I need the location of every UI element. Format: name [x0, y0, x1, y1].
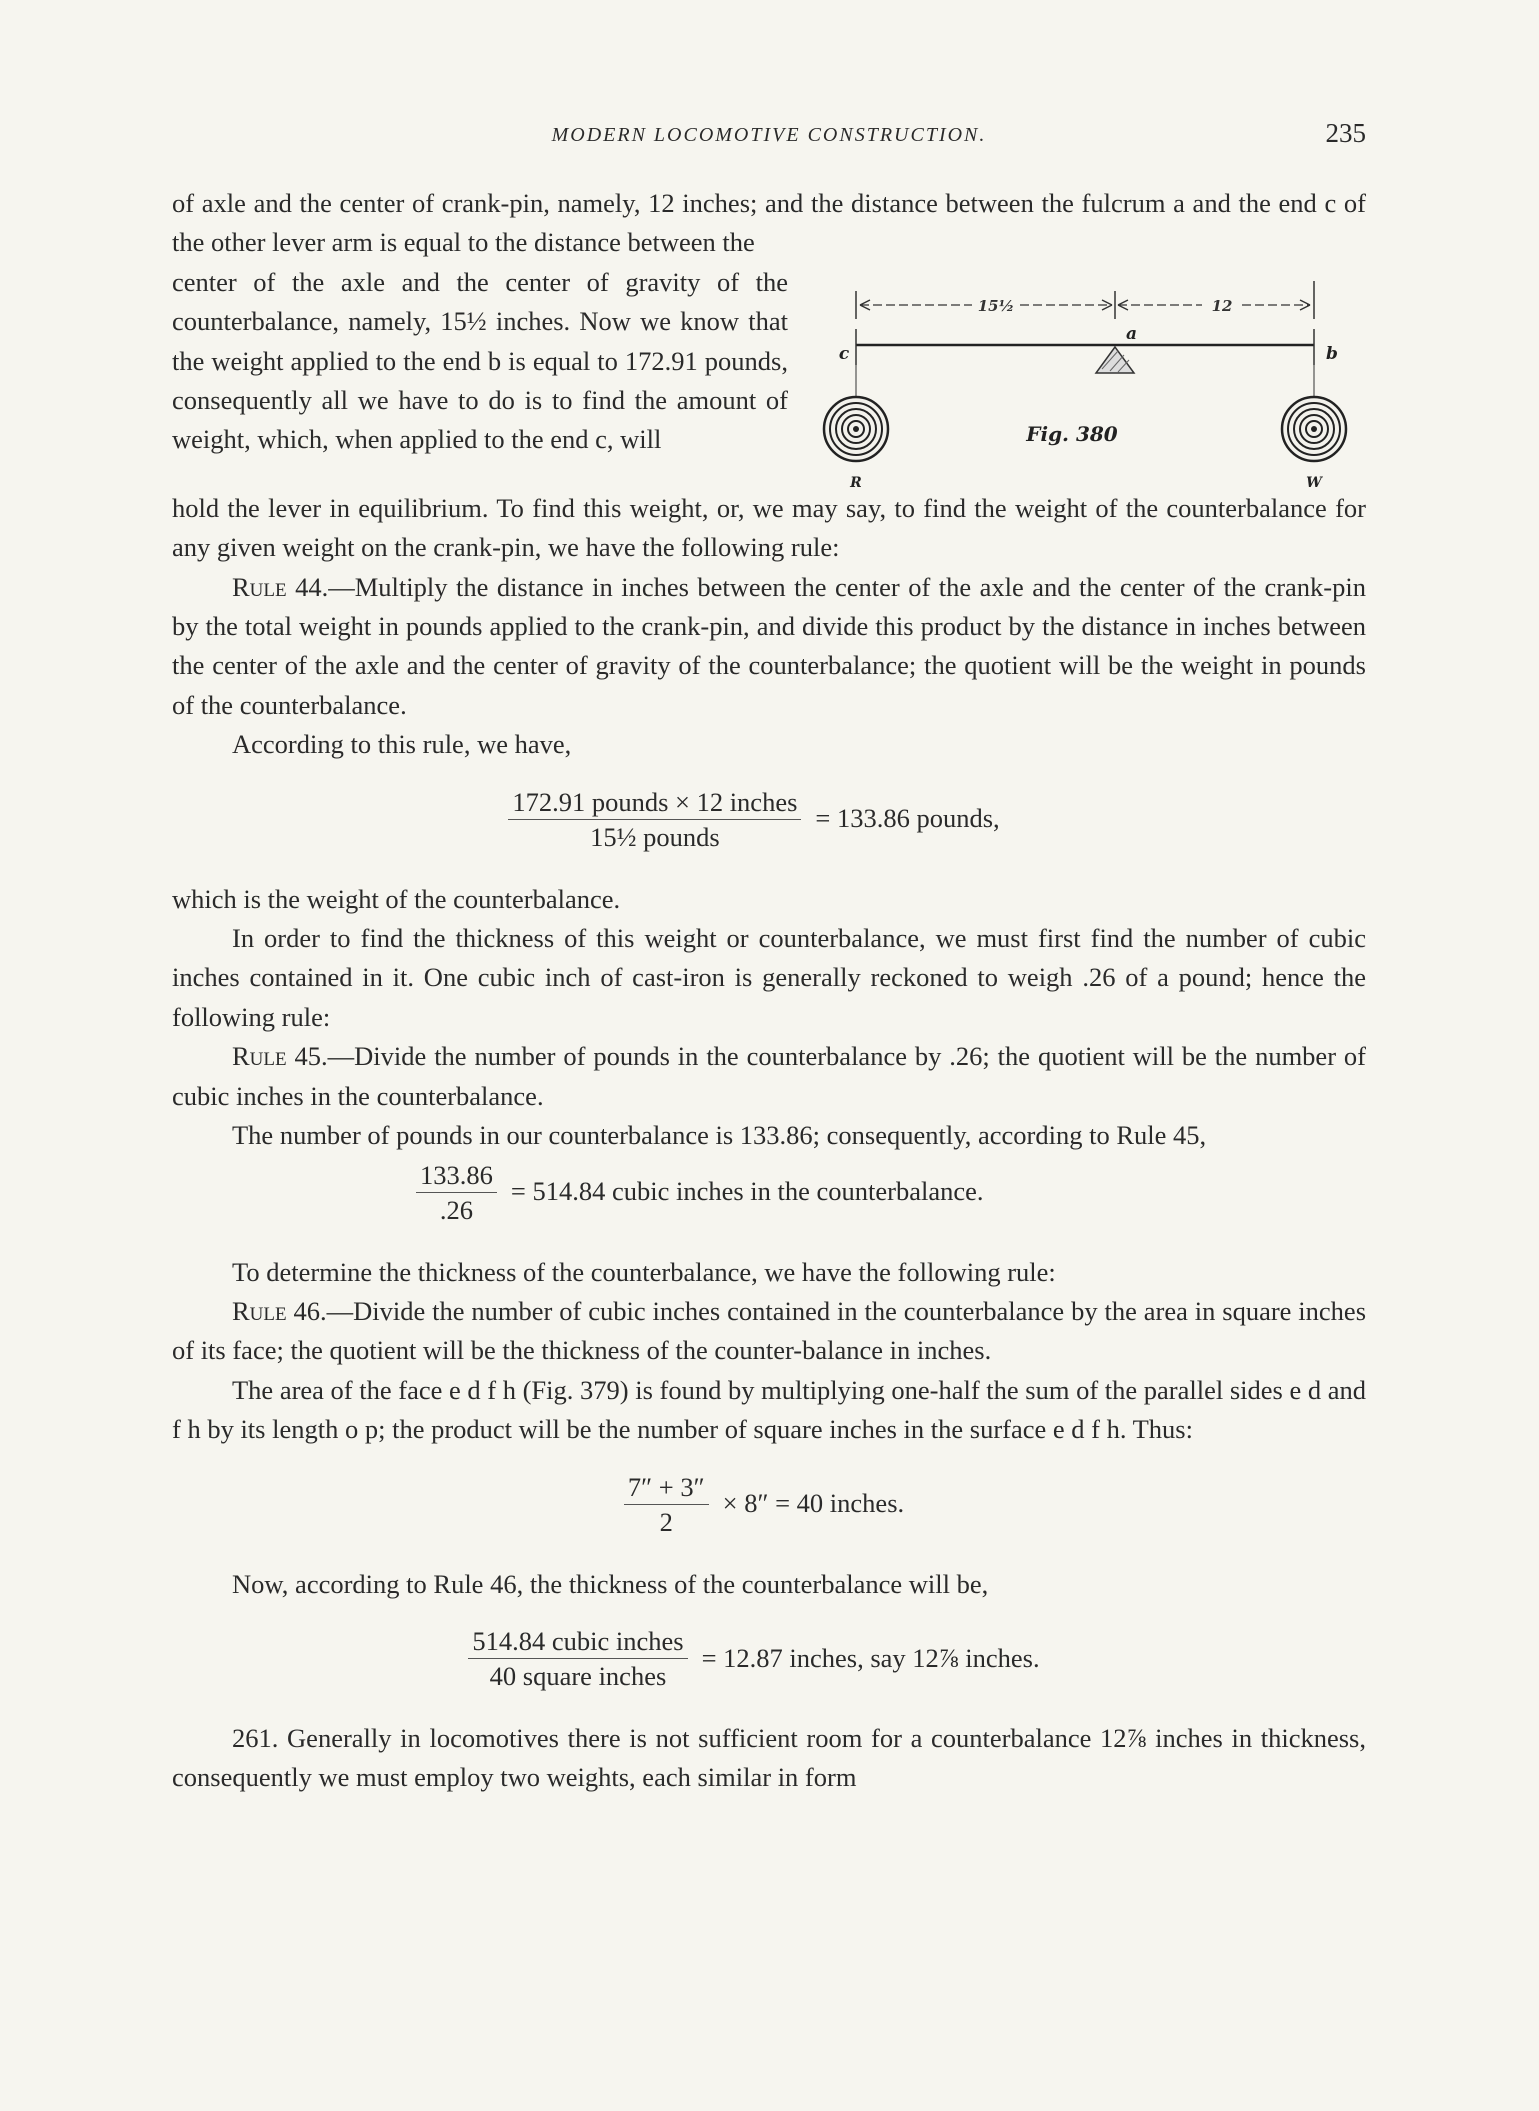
running-head	[172, 118, 1366, 158]
paragraph-which-is: which is the weight of the counterbalance.	[172, 883, 621, 914]
paragraph-to-determine: To determine the thickness of the counterbalance, we have the following rule:	[232, 1256, 1056, 1287]
figure-caption: Fig. 380	[1026, 421, 1118, 446]
running-title: MODERN LOCOMOTIVE CONSTRUCTION.	[551, 124, 987, 146]
equation-result: = 12.87 inches, say 12⅞ inches.	[701, 1642, 1040, 1673]
numerator: 7″ + 3″	[624, 1470, 709, 1505]
denominator: 2	[659, 1506, 673, 1537]
rule-46-label: Rule 46.	[232, 1295, 327, 1326]
rule-45-text: —Divide the number of pounds in the counterbalance by .26; the quotient will be the number of cubic inches in the counterbalance.	[172, 1041, 1367, 1111]
page-number: 235	[1325, 118, 1366, 148]
label-b: b	[1326, 343, 1338, 364]
fulcrum-triangle	[1096, 347, 1134, 373]
fraction	[468, 1624, 687, 1693]
dimension-left-label: 15½	[977, 296, 1015, 315]
denominator: 15½ pounds	[590, 821, 720, 852]
paragraph-now-according: Now, according to Rule 46, the thickness of the counterbalance will be,	[232, 1568, 989, 1599]
figure-380	[822, 269, 1366, 489]
rule-46	[172, 1292, 1366, 1371]
equation-area	[162, 1470, 1366, 1539]
label-w: W	[1306, 474, 1322, 489]
rule-45	[172, 1037, 1366, 1116]
paragraph-beside-figure: center of the axle and the center of gravity of the counterbalance, namely, 15½ inches. Now we know that the weight applied to the end b is equal to 172.91 pounds, consequently all we have to do is to find the amount of weight, which, when applied to the end c, will	[172, 266, 788, 455]
numerator: 514.84 cubic inches	[468, 1624, 687, 1659]
numerator: 172.91 pounds × 12 inches	[508, 785, 801, 820]
label-c: c	[838, 343, 850, 364]
lever-diagram	[822, 269, 1366, 489]
denominator: 40 square inches	[489, 1660, 667, 1691]
equation-result: = 133.86 pounds,	[815, 803, 1000, 834]
equation-thickness	[142, 1624, 1366, 1693]
label-r: R	[850, 474, 862, 489]
weight-r	[824, 397, 888, 461]
fraction	[508, 785, 801, 854]
numerator: 133.86	[416, 1158, 497, 1193]
rule-45-label: Rule 45.	[232, 1041, 328, 1072]
equation-cubic-inches	[416, 1158, 1366, 1227]
dimension-right-label: 12	[1211, 296, 1233, 315]
equation-result: × 8″ = 40 inches.	[722, 1488, 905, 1519]
rule-44-text: —Multiply the distance in inches between the center of the axle and the center of the crank-pin by the total weight in pounds applied to the crank-pin, and divide this product by the distance in inches between the center of the axle and the center of gravity of the counterbalance; the quotient will be the weight in pounds of the counterbalance.	[172, 571, 1366, 720]
rule-46-text: —Divide the number of cubic inches contained in the counterbalance by the area in square inches of its face; the quotient will be the thickness of the counter-balance in inches.	[172, 1295, 1367, 1366]
paragraph-in-order: In order to find the thickness of this weight or counterbalance, we must first find the number of cubic inches contained in it. One cubic inch of cast-iron is generally reckoned to weigh .26 of a pound; hence the following rule:	[172, 923, 1366, 1032]
label-a: a	[1126, 323, 1138, 344]
paragraph-after-figure: hold the lever in equilibrium. To find this weight, or, we may say, to find the weight of the counterbalance for any given weight on the crank-pin, we have the following rule:	[172, 492, 1366, 563]
paragraph-area-of-face: The area of the face e d f h (Fig. 379) is found by multiplying one-half the sum of the parallel sides e d and f h by its length o p; the product will be the number of square inches in the surface e d f h. Thus:	[172, 1374, 1367, 1445]
equation-counterbalance-weight	[142, 785, 1366, 854]
rule-44-label: Rule 44.	[232, 571, 329, 602]
rule-44	[172, 568, 1366, 726]
fraction	[624, 1470, 709, 1539]
fraction	[416, 1158, 497, 1227]
equation-result: = 514.84 cubic inches in the counterbalance.	[510, 1176, 984, 1207]
body-text	[172, 184, 1366, 1798]
paragraph-261: 261. Generally in locomotives there is not sufficient room for a counterbalance 12⅞ inches in thickness, consequently we must employ two weights, each similar in form	[172, 1722, 1366, 1793]
paragraph-continuation: of axle and the center of crank-pin, namely, 12 inches; and the distance between the fulcrum a and the end c of the other lever arm is equal to the distance between the	[172, 188, 1366, 258]
paragraph-according: According to this rule, we have,	[232, 729, 572, 760]
paragraph-number-of-pounds: The number of pounds in our counterbalance is 133.86; consequently, according to Rule 45,	[232, 1120, 1207, 1151]
figure-wrap-block	[172, 263, 1366, 489]
denominator: .26	[439, 1194, 473, 1225]
weight-w	[1282, 397, 1346, 461]
